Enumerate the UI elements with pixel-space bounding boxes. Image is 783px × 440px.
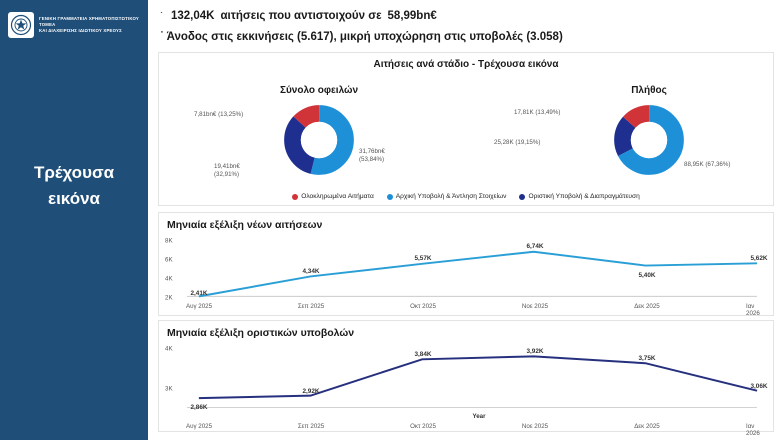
donut-debt-label-initial: 31,76bn€ (53,84%) xyxy=(359,148,385,163)
point-label-oct: 5,57K xyxy=(414,255,432,262)
point2-label-oct: 3,84K xyxy=(414,351,432,358)
point-label-dec: 5,40K xyxy=(638,272,656,279)
legend-dot-final xyxy=(519,194,525,200)
kpi-subheadline xyxy=(160,31,780,43)
kpi-middle-text: αιτήσεις που αντιστοιχούν σε xyxy=(220,10,382,22)
legend-item-completed[interactable] xyxy=(292,193,374,200)
donut-count-label-initial: 88,95K (67,36%) xyxy=(684,161,731,168)
legend-item-final[interactable] xyxy=(519,193,639,200)
kpi-headline xyxy=(160,10,760,22)
donut-chart-title: Αιτήσεις ανά στάδιο - Τρέχουσα εικόνα xyxy=(373,59,559,70)
donut-count-label-completed: 17,81K (13,49%) xyxy=(514,109,561,116)
donut-left-subtitle: Σύνολο οφειλών xyxy=(279,85,359,96)
xtick2-jan: Ιαν 2026 xyxy=(746,423,760,437)
xtick-aug: Αυγ 2025 xyxy=(185,303,213,310)
xtick-oct: Οκτ 2025 xyxy=(410,303,436,310)
donut-debt-svg xyxy=(284,105,354,175)
sidebar-title-line1: Τρέχουσα xyxy=(33,163,115,182)
point-label-jan: 5,62K xyxy=(750,255,768,262)
org-logo xyxy=(8,8,140,42)
point2-label-jan: 3,06K xyxy=(750,383,768,390)
sidebar xyxy=(0,0,148,440)
stage-legend xyxy=(159,193,773,200)
new-applications-title: Μηνιαία εξέλιξη νέων αιτήσεων xyxy=(167,219,323,231)
legend-dot-initial xyxy=(387,194,393,200)
bullet-icon-2: ˙ xyxy=(160,31,164,43)
final-submissions-title: Μηνιαία εξέλιξη οριστικών υποβολών xyxy=(167,327,355,339)
donut-right-subtitle: Πλήθος xyxy=(631,85,667,96)
point2-label-sep: 2,92K xyxy=(302,388,320,395)
legend-label-completed: Ολοκληρωμένα Αιτήματα xyxy=(301,193,374,200)
ytick-6k: 6K xyxy=(165,256,173,264)
donut-chart-debt[interactable] xyxy=(284,105,354,175)
ytick2-4k: 4K xyxy=(165,345,173,353)
legend-label-final: Οριστική Υποβολή & Διαπραγμάτευση xyxy=(528,193,640,200)
xtick-dec: Δεκ 2025 xyxy=(634,303,660,310)
xtick2-dec: Δεκ 2025 xyxy=(634,423,660,430)
xtick-jan: Ιαν 2026 xyxy=(746,303,760,317)
org-logo-text xyxy=(39,16,140,33)
new-applications-line-svg[interactable] xyxy=(159,213,773,315)
final-submissions-line-svg[interactable] xyxy=(159,321,773,431)
final-submissions-panel xyxy=(158,320,774,437)
xtick-sep: Σεπ 2025 xyxy=(297,303,325,310)
point-label-sep: 4,34K xyxy=(302,268,320,275)
bullet-icon: ˙ xyxy=(160,11,163,21)
donut-chart-count[interactable] xyxy=(614,105,684,175)
point-label-aug: 2,41K xyxy=(190,290,208,297)
org-logo-line2: ΚΑΙ ΔΙΑΧΕΙΡΙΣΗΣ ΙΔΙΩΤΙΚΟΥ ΧΡΕΟΥΣ xyxy=(39,27,122,33)
sidebar-page-title xyxy=(0,160,148,213)
ytick-4k: 4K xyxy=(165,275,173,283)
stage-breakdown-panel xyxy=(158,52,774,206)
point2-label-aug: 2,86K xyxy=(190,404,208,411)
ytick-8k: 8K xyxy=(165,237,173,245)
legend-label-initial: Αρχική Υποβολή & Άντληση Στοιχείων xyxy=(395,193,507,200)
point-label-nov: 6,74K xyxy=(526,243,544,250)
legend-item-initial[interactable] xyxy=(387,193,507,200)
xaxis-title: Year xyxy=(472,413,486,420)
xtick2-nov: Νοε 2025 xyxy=(521,423,549,430)
kpi-subtitle-text: Άνοδος στις εκκινήσεις (5.617), μικρή υποχώρηση στις υποβολές (3.058) xyxy=(166,31,563,43)
emblem-icon xyxy=(8,12,34,38)
donut-debt-label-final: 19,41bn€ (32,91%) xyxy=(214,163,240,178)
ytick2-3k: 3K xyxy=(165,385,173,393)
new-applications-panel xyxy=(158,212,774,316)
xtick2-aug: Αυγ 2025 xyxy=(185,423,213,430)
kpi-amount: 58,99bn€ xyxy=(387,10,437,22)
xtick2-sep: Σεπ 2025 xyxy=(297,423,325,430)
donut-count-svg xyxy=(614,105,684,175)
donut-debt-label-completed: 7,81bn€ (13,25%) xyxy=(194,111,244,118)
xtick2-oct: Οκτ 2025 xyxy=(410,423,436,430)
donut-count-center-label: 132,04K xyxy=(633,135,665,145)
org-logo-line1: ΓΕΝΙΚΗ ΓΡΑΜΜΑΤΕΙΑ ΧΡΗΜΑΤΟΠΙΣΤΩΤΙΚΟΥ ΤΟΜΕΑ xyxy=(39,16,139,28)
point2-label-dec: 3,75K xyxy=(638,355,656,362)
donut-debt-center-label: 58,99bn€ xyxy=(301,135,337,145)
xtick-nov: Νοε 2025 xyxy=(521,303,549,310)
legend-dot-completed xyxy=(292,194,298,200)
kpi-count: 132,04K xyxy=(171,10,215,22)
point2-label-nov: 3,92K xyxy=(526,348,544,355)
ytick-2k: 2K xyxy=(165,294,173,302)
sidebar-title-line2: εικόνα xyxy=(48,189,100,209)
donut-count-label-final: 25,28K (19,15%) xyxy=(494,139,541,146)
